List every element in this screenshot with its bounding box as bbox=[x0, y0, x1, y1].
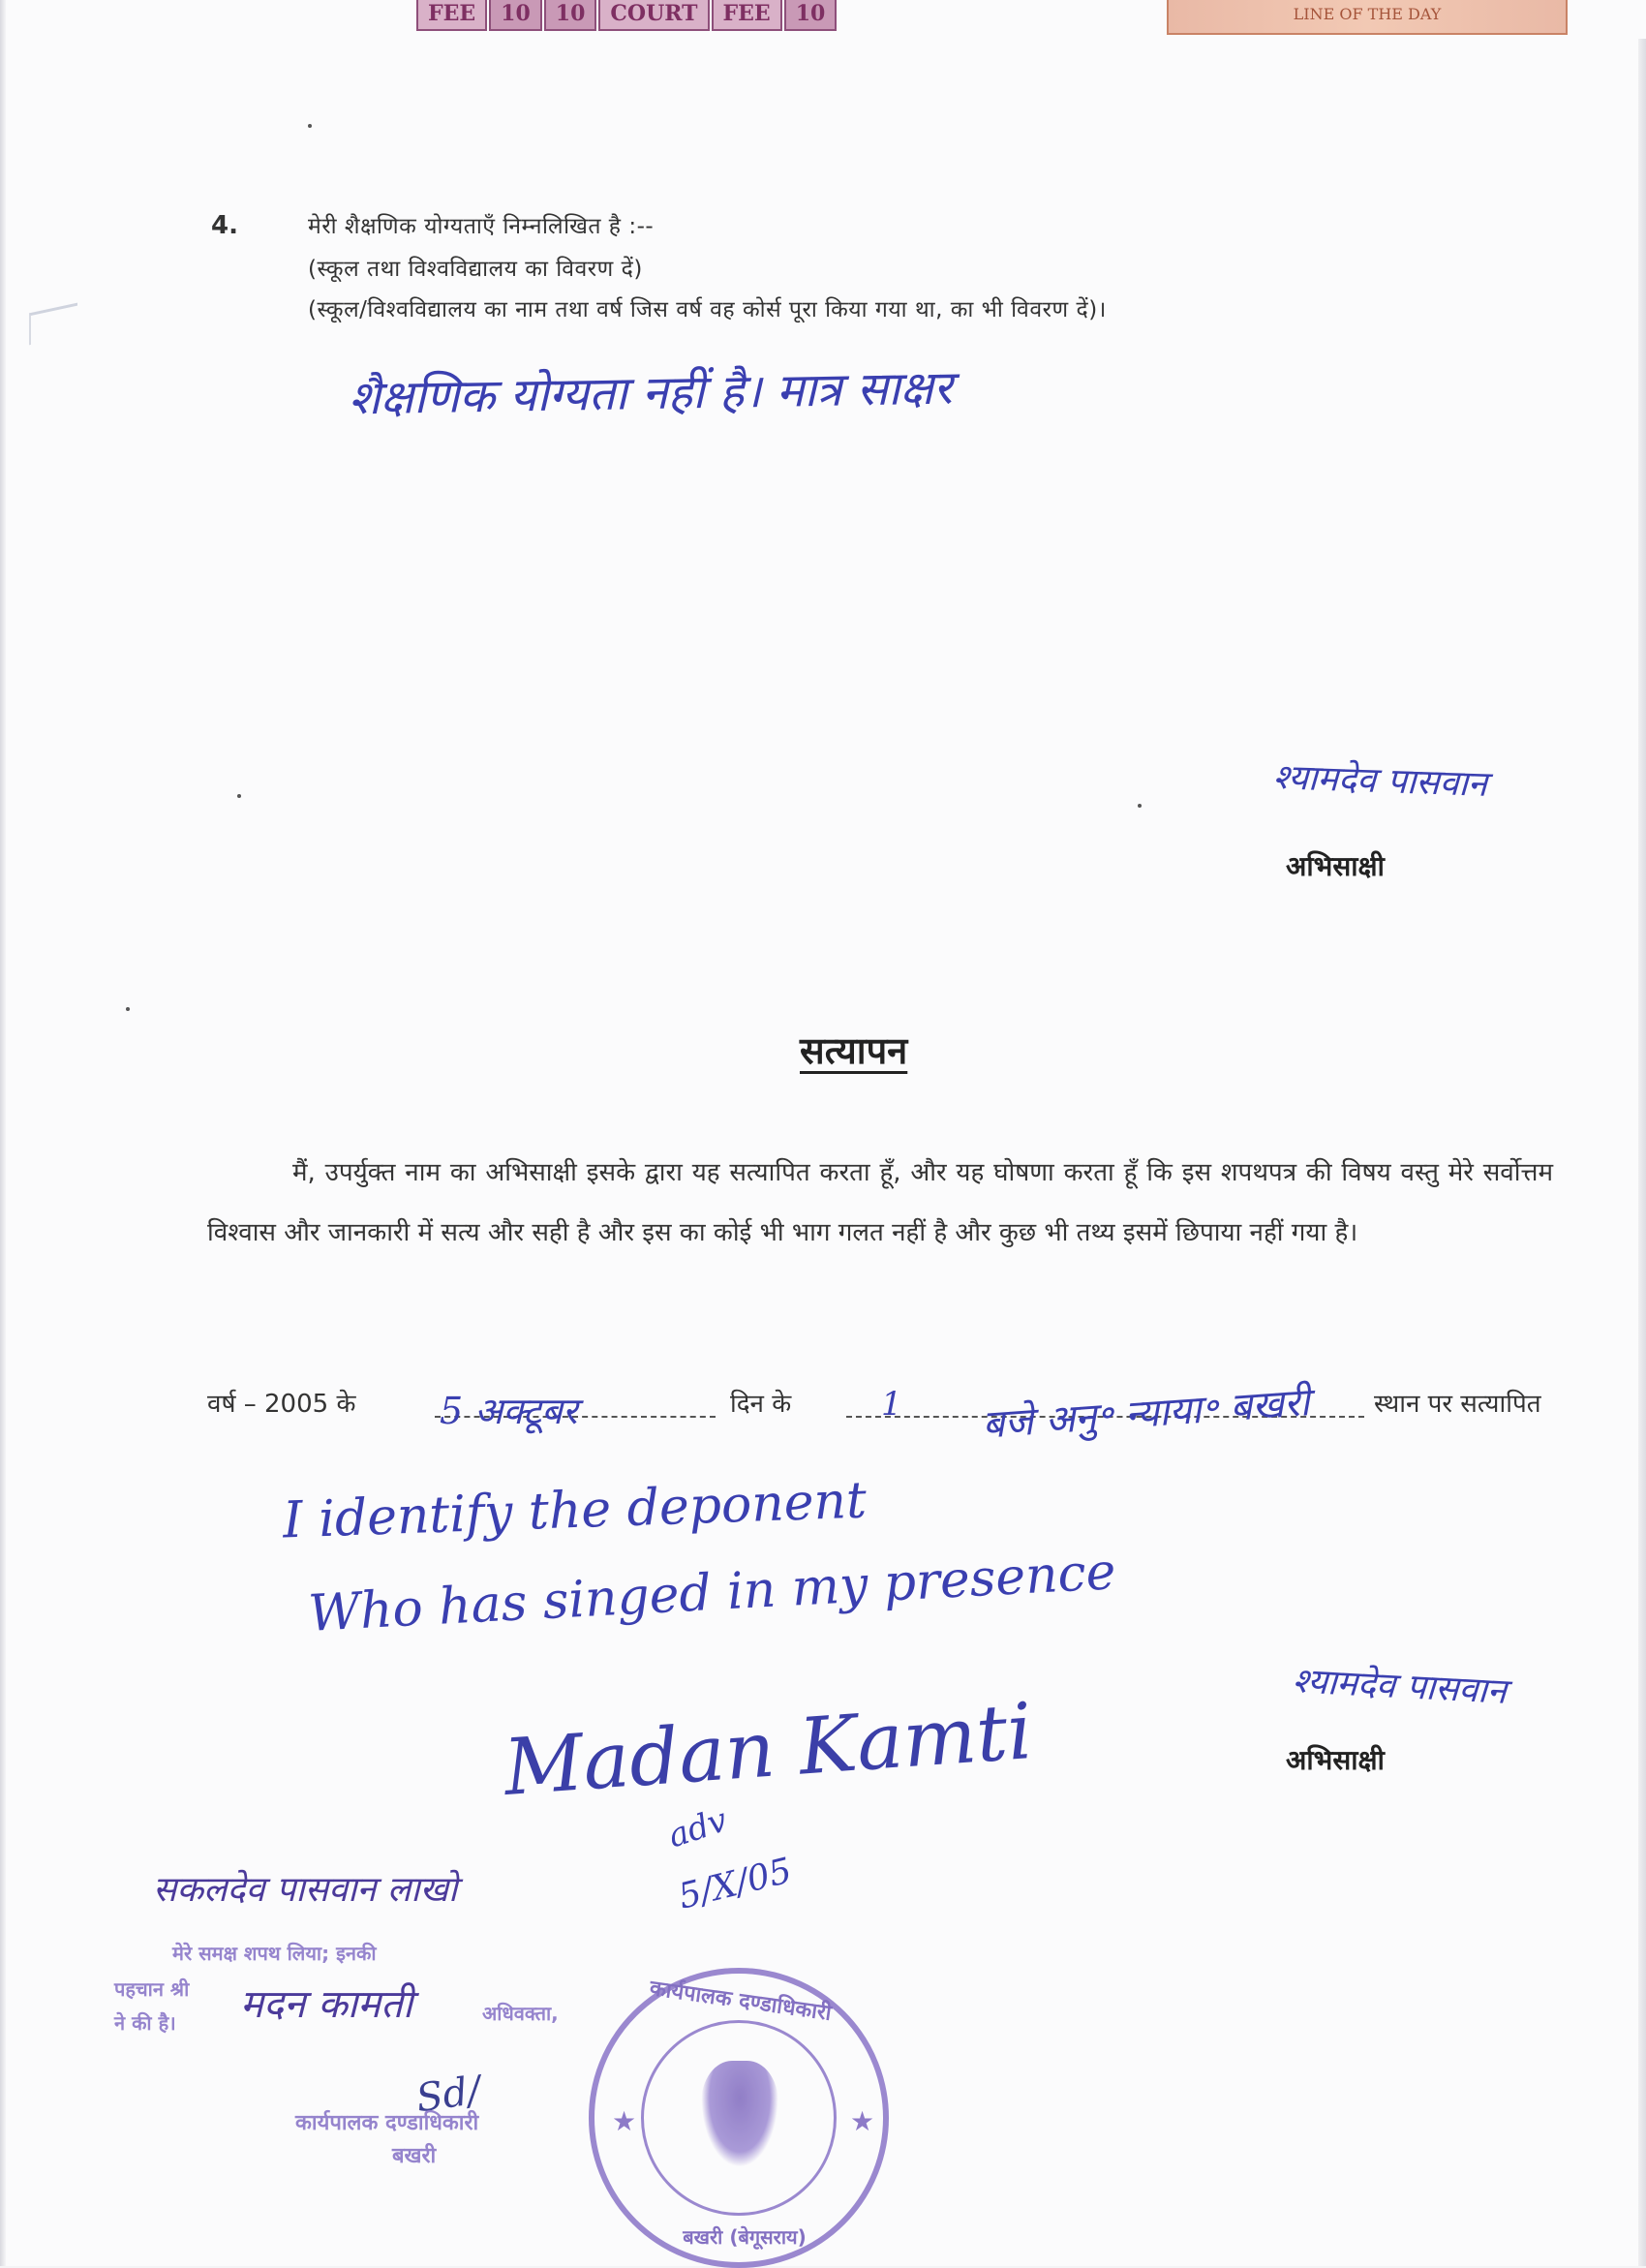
identification-line-1: I identify the deponent bbox=[282, 1471, 868, 1550]
qualification-instruction-2: (स्कूल/विश्वविद्यालय का नाम तथा वर्ष जिस वर्ष वह कोर्स पूरा किया गया था, का भी विवरण दें)। bbox=[308, 297, 1107, 322]
revenue-stamp: LINE OF THE DAY bbox=[1167, 0, 1568, 35]
advocate-date: 5/X/05 bbox=[674, 1851, 796, 1917]
page-fold-mark bbox=[29, 303, 77, 346]
page-left-edge bbox=[0, 0, 6, 2266]
identified-person-name: सकलदेव पासवान लाखो bbox=[153, 1870, 458, 1910]
magistrate-signature: Sd/ bbox=[413, 2068, 484, 2122]
deponent-signature: श्यामदेव पासवान bbox=[1272, 757, 1488, 805]
oath-stamp-line: मेरे समक्ष शपथ लिया; इनकी bbox=[172, 1942, 377, 1965]
section-number: 4. bbox=[211, 211, 238, 240]
deponent-label: अभिसाक्षी bbox=[1286, 850, 1385, 882]
court-fee-stamp: 10 bbox=[489, 0, 542, 31]
star-icon: ★ bbox=[612, 2105, 637, 2137]
handwritten-qualification: शैक्षणिक योग्यता नहीं है। मात्र साक्षर bbox=[348, 360, 954, 426]
court-fee-stamp: 10 bbox=[544, 0, 597, 31]
seal-bottom-text: बखरी (बेगूसराय) bbox=[683, 2225, 807, 2249]
verification-paragraph bbox=[207, 1143, 1553, 1263]
year-prefix: वर्ष – 2005 के bbox=[207, 1390, 356, 1419]
emblem-icon bbox=[701, 2061, 778, 2167]
court-fee-stamp: FEE bbox=[712, 0, 782, 31]
handwritten-month: 5 अक्टूबर bbox=[440, 1390, 578, 1432]
court-fee-stamp: COURT bbox=[598, 0, 709, 31]
oath-stamp-line: पहचान श्री bbox=[114, 1977, 190, 2001]
court-fee-stamp: FEE bbox=[416, 0, 487, 31]
identification-line-2: Who has singed in my presence bbox=[307, 1543, 1117, 1643]
verified-suffix: स्थान पर सत्यापित bbox=[1374, 1390, 1541, 1419]
scan-speck bbox=[126, 1007, 130, 1011]
scan-speck bbox=[308, 124, 312, 128]
magistrate-title: कार्यपालक दण्डाधिकारी bbox=[295, 2111, 479, 2135]
court-fee-stamp: 10 bbox=[784, 0, 838, 31]
oath-stamp-line: अधिवक्ता, bbox=[482, 2002, 559, 2025]
handwritten-day: 1 bbox=[881, 1385, 902, 1424]
qualification-instruction-1: (स्कूल तथा विश्वविद्यालय का विवरण दें) bbox=[308, 257, 643, 282]
day-label: दिन के bbox=[730, 1390, 792, 1419]
seal-top-text: कार्यपालक दण्डाधिकारी bbox=[648, 1976, 834, 2027]
qualification-prompt: मेरी शैक्षणिक योग्यताएँ निम्नलिखित है :-- bbox=[308, 214, 655, 239]
handwritten-place: बजे अनु॰ न्याया॰ बखरी bbox=[980, 1380, 1312, 1448]
advocate-designation: adv bbox=[663, 1800, 732, 1856]
deponent-signature-2: श्यामदेव पासवान bbox=[1291, 1661, 1508, 1712]
identifier-name-handwritten: मदन कामती bbox=[240, 1982, 413, 2027]
verification-heading: सत्यापन bbox=[800, 1028, 908, 1072]
verification-text: मैं, उपर्युक्त नाम का अभिसाक्षी इसके द्वारा यह सत्यापित करता हूँ, और यह घोषणा करता हूँ कि इस शपथपत्र की विषय वस्तु मेरे सर्वोत्तम विश्वास और जानकारी में सत्य और सही है और इस का कोई भी भाग गलत नहीं है और कुछ भी तथ्य इसमें छिपाया नहीं गया है। bbox=[207, 1158, 1553, 1247]
star-icon: ★ bbox=[850, 2105, 875, 2137]
deponent-label-2: अभिसाक्षी bbox=[1286, 1744, 1385, 1776]
official-seal bbox=[589, 1968, 889, 2268]
advocate-signature: Madan Kamti bbox=[501, 1686, 1036, 1813]
scan-speck bbox=[1138, 804, 1142, 808]
court-fee-stamps bbox=[416, 0, 838, 33]
oath-stamp-line: ने की है। bbox=[114, 2011, 176, 2035]
magistrate-place: बखरी bbox=[392, 2144, 437, 2168]
verification-date-line bbox=[207, 1380, 1563, 1448]
scan-speck bbox=[237, 794, 241, 798]
page-right-edge bbox=[1638, 39, 1646, 2266]
